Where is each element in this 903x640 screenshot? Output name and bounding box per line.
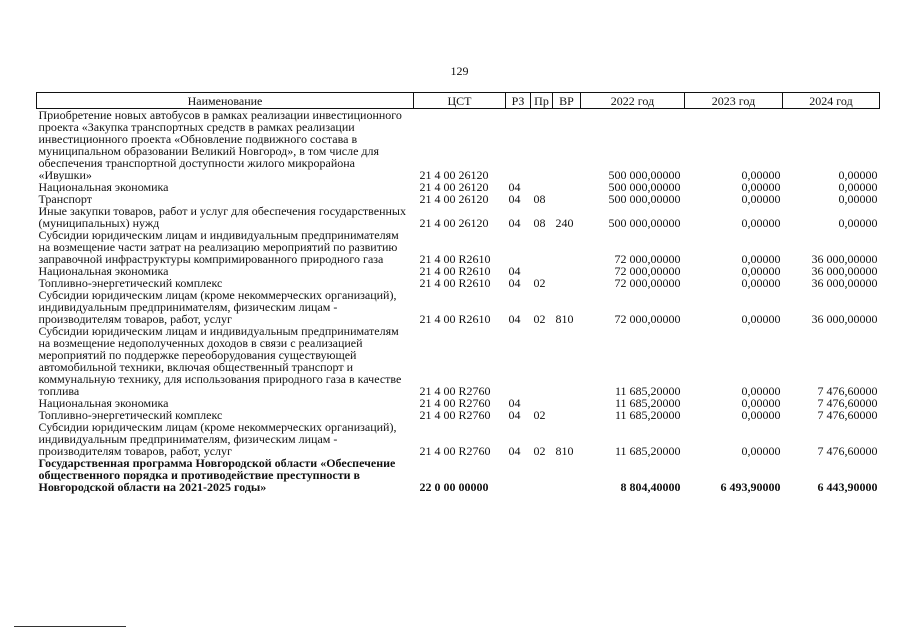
cell-vr bbox=[553, 193, 581, 205]
cell-pr bbox=[531, 229, 553, 265]
cell-2022: 72 000,00000 bbox=[614, 276, 681, 290]
cell-cst: 21 4 00 R2610 bbox=[419, 252, 491, 266]
cell-cst: 21 4 00 R2760 bbox=[419, 384, 491, 398]
cell-2024: 7 476,60000 bbox=[817, 408, 878, 422]
cell-2023: 0,00000 bbox=[741, 312, 781, 326]
cell-2024: 0,00000 bbox=[838, 180, 878, 194]
table-row bbox=[37, 325, 880, 397]
cell-2024: 36 000,00000 bbox=[811, 252, 878, 266]
cell-2022: 500 000,00000 bbox=[608, 168, 681, 182]
cell-rz: 04 bbox=[508, 276, 521, 290]
cell-2023: 0,00000 bbox=[741, 396, 781, 410]
table-row bbox=[37, 457, 880, 493]
header-cst: ЦСТ bbox=[414, 93, 506, 109]
table-row bbox=[37, 421, 880, 457]
header-name: Наименование bbox=[37, 93, 414, 109]
page-number: 129 bbox=[450, 64, 469, 78]
cell-vr: 240 bbox=[555, 216, 574, 230]
cell-rz: 04 bbox=[508, 444, 521, 458]
cell-name: Государственная программа Новгородской области «Обеспечение общественного порядка и противодействие преступности в Новгородской области на 2021-2025 годы» bbox=[38, 456, 396, 494]
cell-vr bbox=[553, 229, 581, 265]
cell-rz bbox=[506, 457, 531, 493]
cell-rz bbox=[506, 229, 531, 265]
cell-vr bbox=[553, 325, 581, 397]
cell-name: Субсидии юридическим лицам (кроме некоммерческих организаций), индивидуальным предпринимателям, физическим лицам - производителям товаров, работ, услуг bbox=[38, 288, 397, 326]
cell-name: Приобретение новых автобусов в рамках реализации инвестиционного проекта «Закупка транспортных средств в рамках реализации инвестиционного проекта «Обновление подвижного состава в муниципальном образовании Великий Новгород», в том числе для обеспечения транспортной доступности жилого микрорайона «Ивушки» bbox=[38, 108, 402, 182]
cell-rz: 04 bbox=[508, 192, 521, 206]
cell-pr bbox=[531, 109, 553, 182]
cell-rz: 04 bbox=[508, 180, 521, 194]
cell-cst: 21 4 00 R2610 bbox=[419, 312, 491, 326]
cell-pr: 02 bbox=[533, 276, 546, 290]
header-2023: 2023 год bbox=[685, 93, 783, 109]
cell-name: Субсидии юридическим лицам и индивидуальным предпринимателям на возмещение недополученных доходов в связи с реализацией мероприятий по поддержке переоборудования существующей автомобильной техники, включая общественный транспорт и коммунальную технику, для использования природного газа в качестве топлива bbox=[38, 324, 402, 398]
cell-2023: 0,00000 bbox=[741, 276, 781, 290]
cell-cst: 21 4 00 R2610 bbox=[419, 264, 491, 278]
header-vr: ВР bbox=[553, 93, 581, 109]
table-row bbox=[37, 205, 880, 229]
table-header-row bbox=[37, 93, 880, 109]
cell-vr: 810 bbox=[555, 312, 574, 326]
cell-rz: 04 bbox=[508, 396, 521, 410]
cell-name: Иные закупки товаров, работ и услуг для обеспечения государственных (муниципальных) нужд bbox=[38, 204, 406, 230]
cell-rz: 04 bbox=[508, 264, 521, 278]
cell-2023: 0,00000 bbox=[741, 252, 781, 266]
cell-name: Национальная экономика bbox=[38, 396, 169, 410]
budget-table bbox=[36, 92, 880, 493]
cell-2024: 0,00000 bbox=[838, 216, 878, 230]
cell-name: Топливно-энергетический комплекс bbox=[38, 408, 223, 422]
cell-cst: 21 4 00 R2760 bbox=[419, 408, 491, 422]
cell-pr: 02 bbox=[533, 444, 546, 458]
cell-pr: 02 bbox=[533, 408, 546, 422]
cell-name: Субсидии юридическим лицам (кроме некоммерческих организаций), индивидуальным предпринимателям, физическим лицам - производителям товаров, работ, услуг bbox=[38, 420, 397, 458]
cell-2022: 11 685,20000 bbox=[614, 444, 681, 458]
cell-rz: 04 bbox=[508, 216, 521, 230]
cell-2023: 0,00000 bbox=[741, 192, 781, 206]
cell-2024: 6 443,90000 bbox=[817, 480, 878, 494]
cell-pr: 08 bbox=[533, 216, 546, 230]
cell-cst: 22 0 00 00000 bbox=[419, 480, 489, 494]
cell-2022: 11 685,20000 bbox=[614, 384, 681, 398]
cell-vr bbox=[553, 409, 581, 421]
cell-2024: 36 000,00000 bbox=[811, 276, 878, 290]
cell-2022: 11 685,20000 bbox=[614, 408, 681, 422]
cell-2022: 11 685,20000 bbox=[614, 396, 681, 410]
cell-rz bbox=[506, 109, 531, 182]
cell-vr bbox=[553, 397, 581, 409]
cell-cst: 21 4 00 R2760 bbox=[419, 396, 491, 410]
cell-cst: 21 4 00 26120 bbox=[419, 168, 489, 182]
cell-2022: 500 000,00000 bbox=[608, 192, 681, 206]
cell-rz: 04 bbox=[508, 408, 521, 422]
cell-2022: 72 000,00000 bbox=[614, 312, 681, 326]
cell-2024: 7 476,60000 bbox=[817, 444, 878, 458]
cell-pr bbox=[531, 325, 553, 397]
cell-2023: 0,00000 bbox=[741, 216, 781, 230]
cell-2024: 0,00000 bbox=[838, 192, 878, 206]
cell-2023: 0,00000 bbox=[741, 384, 781, 398]
cell-2024: 36 000,00000 bbox=[811, 264, 878, 278]
cell-2022: 500 000,00000 bbox=[608, 216, 681, 230]
cell-vr bbox=[553, 265, 581, 277]
cell-vr bbox=[553, 277, 581, 289]
cell-pr bbox=[531, 457, 553, 493]
cell-2024: 7 476,60000 bbox=[817, 396, 878, 410]
cell-2024: 7 476,60000 bbox=[817, 384, 878, 398]
cell-cst: 21 4 00 26120 bbox=[419, 216, 489, 230]
header-rz: РЗ bbox=[506, 93, 531, 109]
cell-vr bbox=[553, 457, 581, 493]
cell-pr: 08 bbox=[533, 192, 546, 206]
footnote-divider bbox=[14, 626, 126, 627]
cell-2023: 0,00000 bbox=[741, 264, 781, 278]
cell-2024: 0,00000 bbox=[838, 168, 878, 182]
cell-name: Транспорт bbox=[38, 192, 92, 206]
cell-cst: 21 4 00 26120 bbox=[419, 192, 489, 206]
cell-2023: 0,00000 bbox=[741, 180, 781, 194]
cell-cst: 21 4 00 26120 bbox=[419, 180, 489, 194]
cell-2022: 72 000,00000 bbox=[614, 264, 681, 278]
cell-2023: 0,00000 bbox=[741, 444, 781, 458]
cell-rz bbox=[506, 325, 531, 397]
cell-vr bbox=[553, 109, 581, 182]
cell-2022: 500 000,00000 bbox=[608, 180, 681, 194]
cell-vr bbox=[553, 181, 581, 193]
cell-name: Национальная экономика bbox=[38, 180, 169, 194]
header-2022: 2022 год bbox=[581, 93, 685, 109]
cell-2023: 0,00000 bbox=[741, 408, 781, 422]
cell-2022: 8 804,40000 bbox=[620, 480, 681, 494]
table-row bbox=[37, 229, 880, 265]
cell-2023: 0,00000 bbox=[741, 168, 781, 182]
cell-rz: 04 bbox=[508, 312, 521, 326]
cell-vr: 810 bbox=[555, 444, 574, 458]
cell-2023: 6 493,90000 bbox=[720, 480, 781, 494]
table-row bbox=[37, 109, 880, 182]
cell-pr: 02 bbox=[533, 312, 546, 326]
cell-name: Топливно-энергетический комплекс bbox=[38, 276, 223, 290]
cell-cst: 21 4 00 R2610 bbox=[419, 276, 491, 290]
cell-2022: 72 000,00000 bbox=[614, 252, 681, 266]
cell-2024: 36 000,00000 bbox=[811, 312, 878, 326]
table-row bbox=[37, 289, 880, 325]
cell-cst: 21 4 00 R2760 bbox=[419, 444, 491, 458]
header-2024: 2024 год bbox=[783, 93, 880, 109]
table-body bbox=[37, 109, 880, 494]
cell-name: Субсидии юридическим лицам и индивидуальным предпринимателям на возмещение части затрат на реализацию мероприятий по развитию заправочной инфраструктуры компримированного природного газа bbox=[38, 228, 399, 266]
cell-name: Национальная экономика bbox=[38, 264, 169, 278]
header-pr: Пр bbox=[531, 93, 553, 109]
